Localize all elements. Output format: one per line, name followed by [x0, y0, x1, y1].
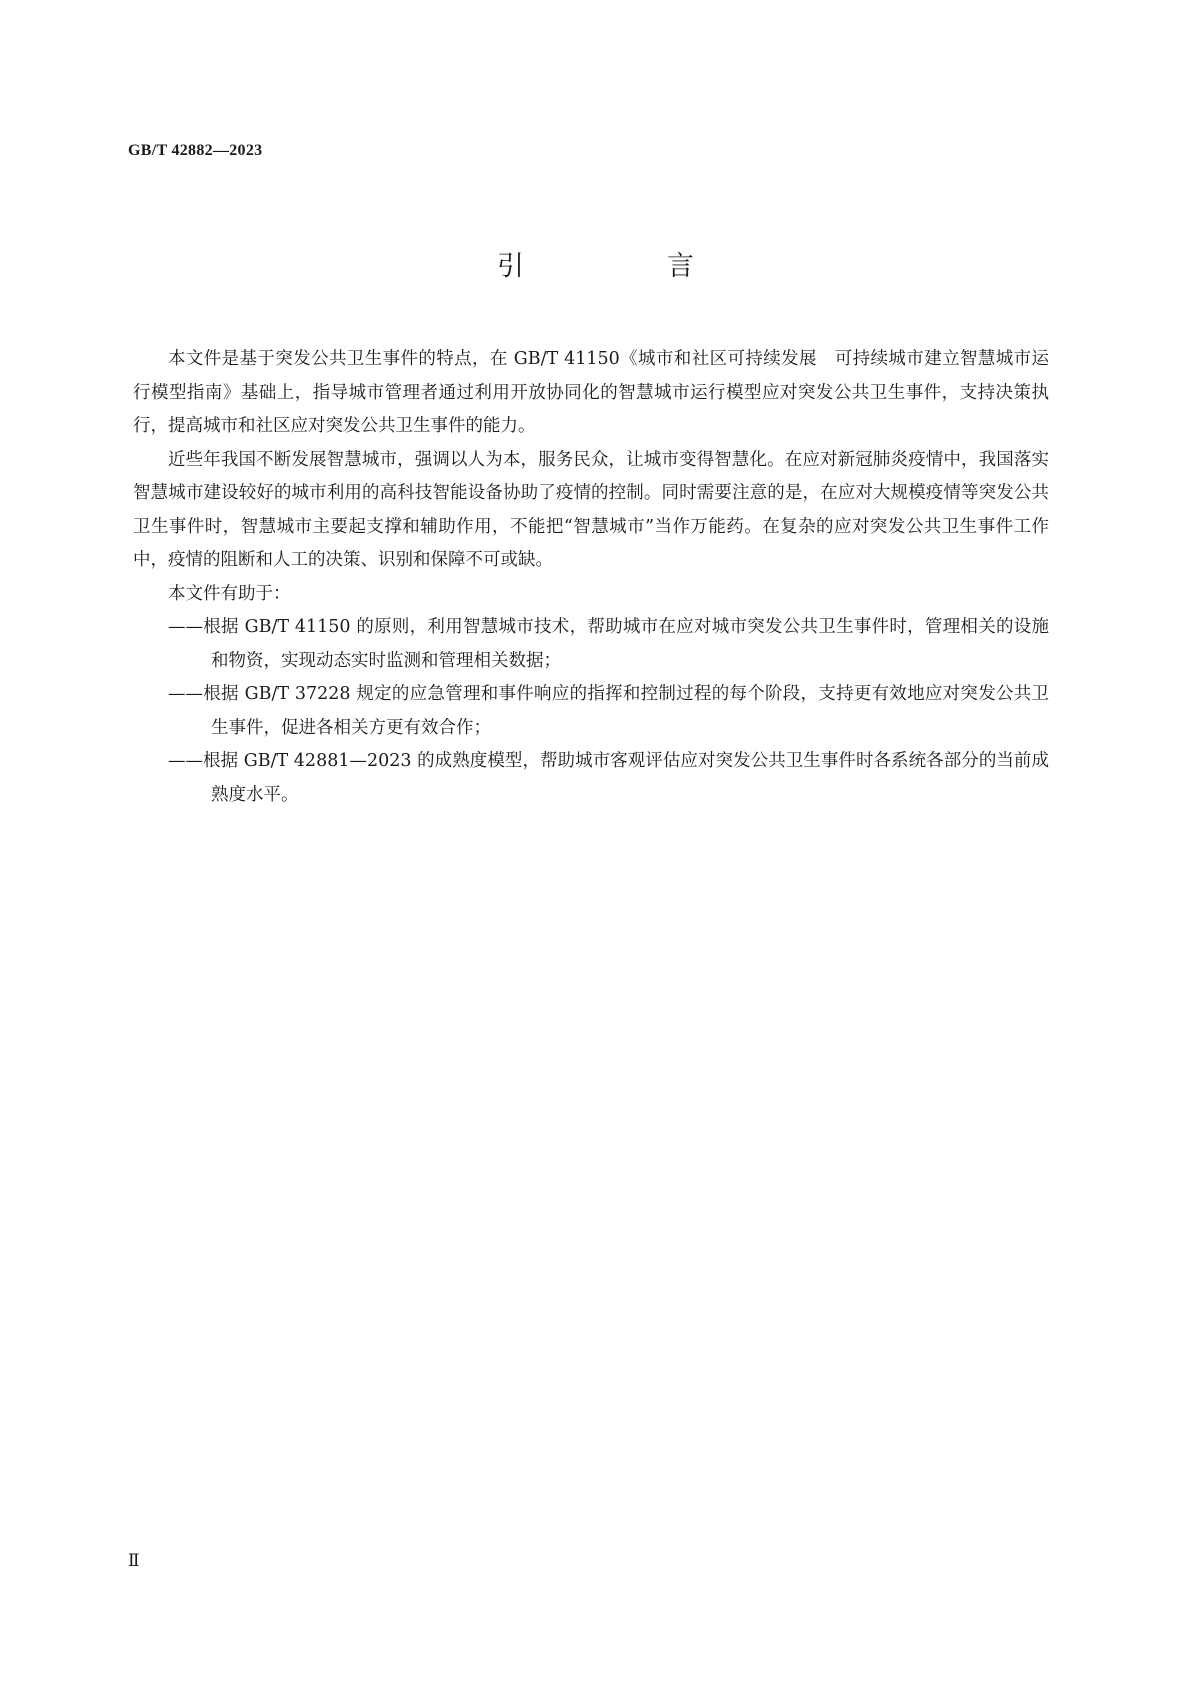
list-item: ——根据 GB/T 37228 规定的应急管理和事件响应的指挥和控制过程的每个阶段，支持更有效地应对突发公共卫生事件，促进各相关方更有效合作；: [168, 684, 1049, 738]
intro-paragraph: 本文件是基于突发公共卫生事件的特点，在 GB/T 41150《城市和社区可持续发展 可持续城市建立智慧城市运行模型指南》基础上，指导城市管理者通过利用开放协同化的智慧城市运行模型应对突发公共卫生事件，支持决策执行，提高城市和社区应对突发公共卫生事件的能力。: [133, 349, 1049, 436]
intro-paragraph: 本文件有助于：: [168, 583, 291, 604]
list-item: ——根据 GB/T 42881—2023 的成熟度模型，帮助城市客观评估应对突发公共卫生事件时各系统各部分的当前成熟度水平。: [168, 751, 1049, 805]
standard-code: GB/T 42882—2023: [128, 142, 263, 159]
page-number: Ⅱ: [128, 1551, 140, 1570]
intro-paragraph: 近些年我国不断发展智慧城市，强调以人为本，服务民众，让城市变得智慧化。在应对新冠肺炎疫情中，我国落实智慧城市建设较好的城市利用的高科技智能设备协助了疫情的控制。同时需要注意的是，在应对大规模疫情等突发公共卫生事件时，智慧城市主要起支撑和辅助作用，不能把“智慧城市”当作万能药。在复杂的应对突发公共卫生事件工作中，疫情的阻断和人工的决策、识别和保障不可或缺。: [133, 449, 1049, 570]
page-title: 引 言: [497, 251, 752, 282]
introduction-body: [133, 343, 1049, 812]
list-item: ——根据 GB/T 41150 的原则，利用智慧城市技术，帮助城市在应对城市突发公共卫生事件时，管理相关的设施和物资，实现动态实时监测和管理相关数据；: [168, 617, 1049, 671]
